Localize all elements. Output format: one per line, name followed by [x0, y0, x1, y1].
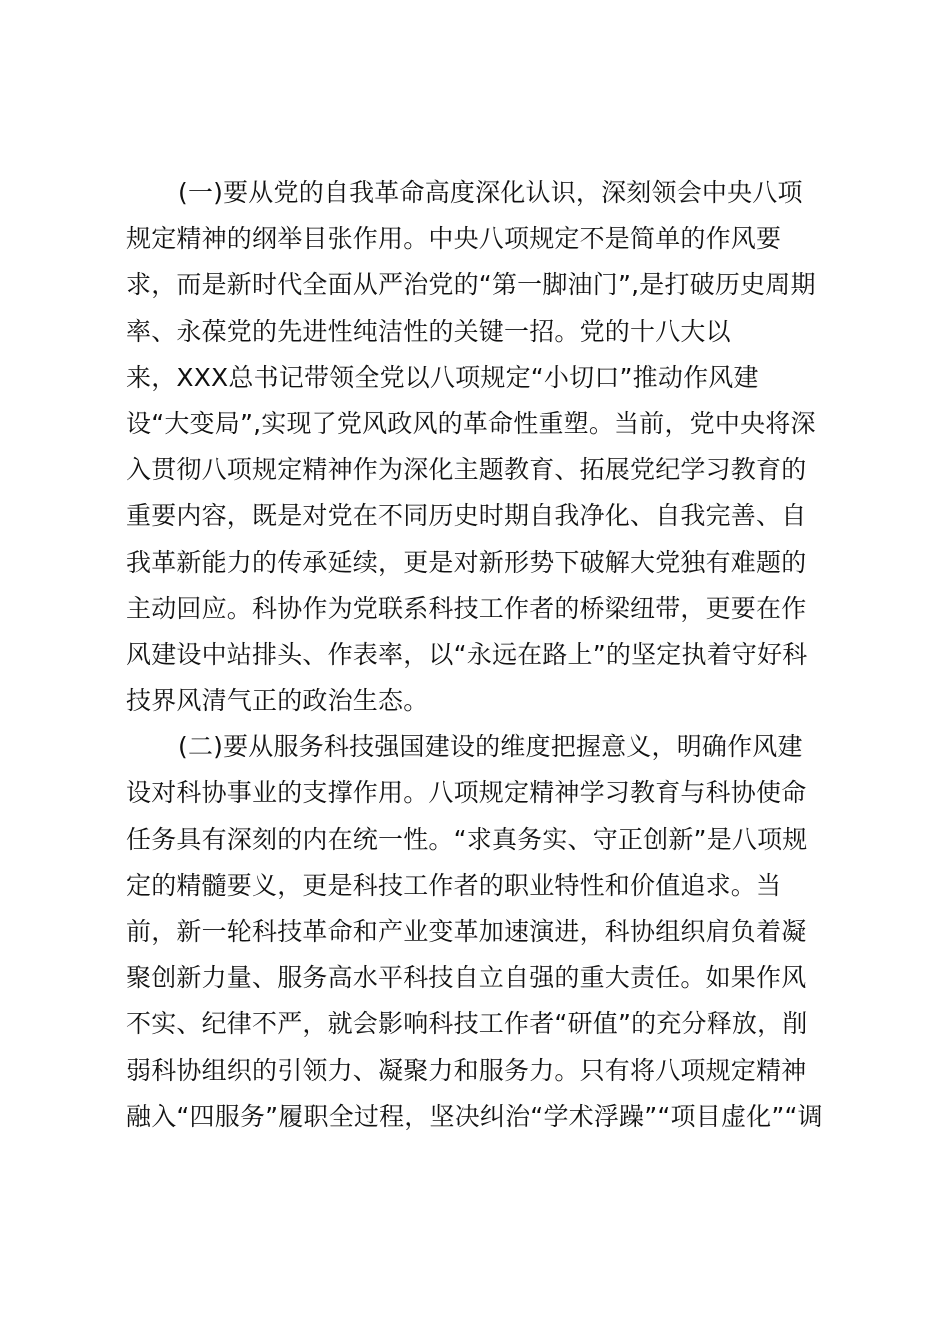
- paragraph-line: 我革新能力的传承延续，更是对新形势下破解大党独有难题的: [126, 547, 807, 577]
- paragraph-line: 融入“四服务”履职全过程，坚决纠治“学术浮躁”“项目虚化”“调: [126, 1101, 823, 1131]
- paragraph-line: 任务具有深刻的内在统一性。“求真务实、守正创新”是八项规: [126, 824, 808, 854]
- paragraph-line: 设“大变局”,实现了党风政风的革命性重塑。当前，党中央将深: [126, 408, 816, 438]
- paragraph-line: 聚创新力量、服务高水平科技自立自强的重大责任。如果作风: [126, 963, 807, 993]
- paragraph-1: [126, 170, 846, 724]
- paragraph-line: 不实、纪律不严，就会影响科技工作者“研值”的充分释放，削: [126, 1009, 808, 1039]
- document-body: [126, 170, 846, 1140]
- paragraph-line: 定的精髓要义，更是科技工作者的职业特性和价值追求。当: [126, 870, 782, 900]
- paragraph-line: 技界风清气正的政治生态。: [126, 686, 429, 716]
- paragraph-line: 入贯彻八项规定精神作为深化主题教育、拓展党纪学习教育的: [126, 455, 807, 485]
- paragraph-line: 来，XXX总书记带领全党以八项规定“小切口”推动作风建: [126, 362, 759, 392]
- paragraph-line: (二)要从服务科技强国建设的维度把握意义，明确作风建: [178, 732, 803, 762]
- paragraph-line: 重要内容，既是对党在不同历史时期自我净化、自我完善、自: [126, 501, 807, 531]
- paragraph-line: 率、永葆党的先进性纯洁性的关键一招。党的十八大以: [126, 316, 731, 346]
- paragraph-2: [126, 724, 846, 1140]
- paragraph-line: 弱科协组织的引领力、凝聚力和服务力。只有将八项规定精神: [126, 1055, 807, 1085]
- paragraph-line: 设对科协事业的支撑作用。八项规定精神学习教育与科协使命: [126, 778, 807, 808]
- paragraph-line: 求，而是新时代全面从严治党的“第一脚油门”,是打破历史周期: [126, 270, 816, 300]
- paragraph-line: 主动回应。科协作为党联系科技工作者的桥梁纽带，更要在作: [126, 593, 807, 623]
- paragraph-line: 前，新一轮科技革命和产业变革加速演进，科协组织肩负着凝: [126, 917, 807, 946]
- paragraph-line: 规定精神的纲举目张作用。中央八项规定不是简单的作风要: [126, 224, 782, 254]
- paragraph-line: 风建设中站排头、作表率，以“永远在路上”的坚定执着守好科: [126, 639, 808, 669]
- paragraph-line: (一)要从党的自我革命高度深化认识，深刻领会中央八项: [178, 178, 803, 207]
